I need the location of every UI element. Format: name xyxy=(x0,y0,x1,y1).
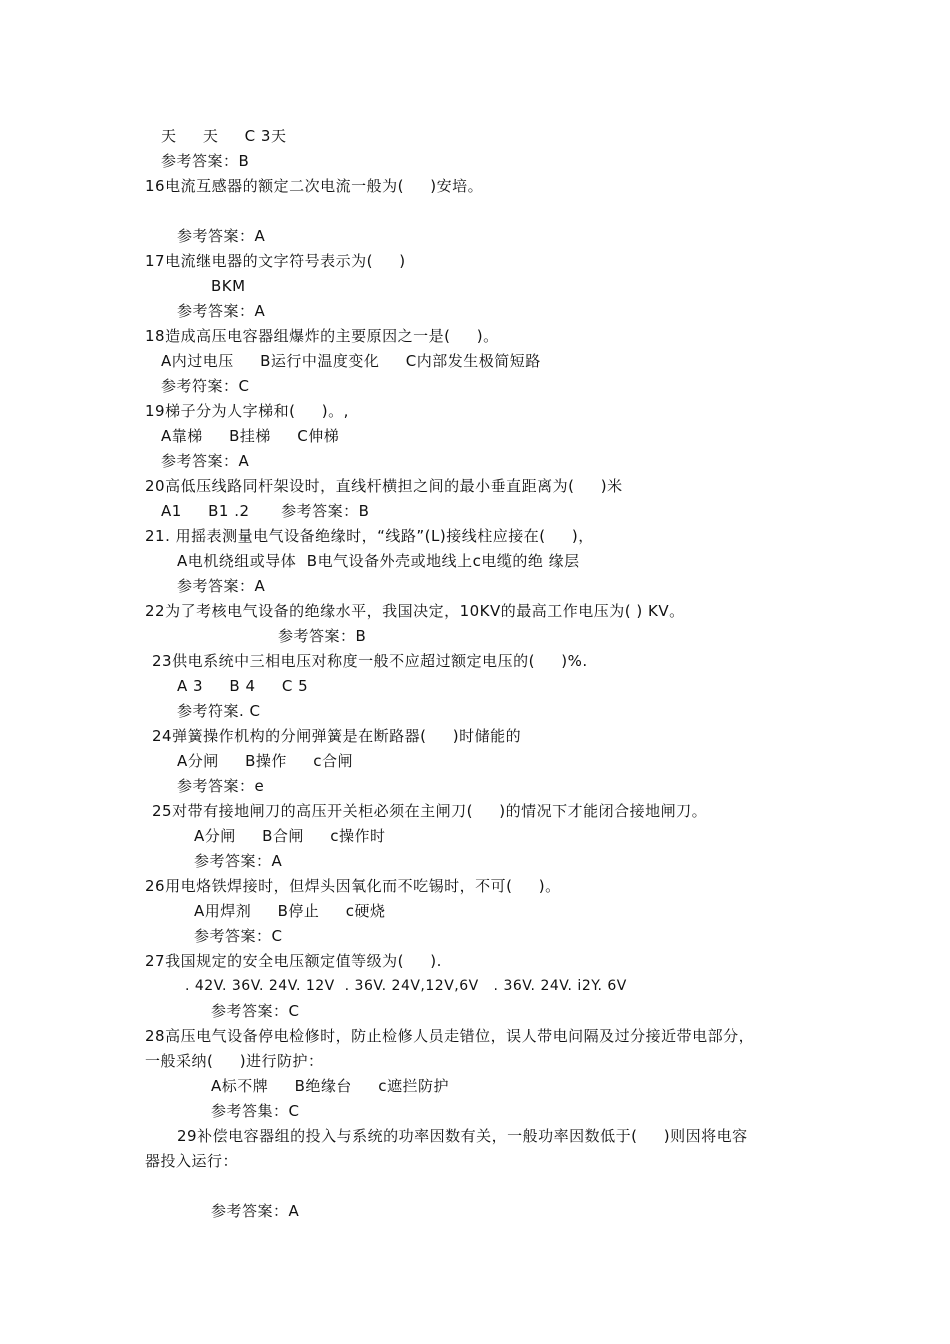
answer-19: 参考答案：A xyxy=(161,452,250,470)
options-answer-20: A1 B1 .2 参考答案：B xyxy=(161,502,370,520)
options-24: A分闸 B操作 c合闸 xyxy=(177,752,353,770)
question-20: 20高低压线路同杆架设时，直线杆横担之间的最小垂直距离为( )米 xyxy=(145,477,623,495)
options-18: A内过电压 B运行中温度变化 C内部发生极简短路 xyxy=(161,352,541,370)
question-24: 24弹簧操作机构的分闸弹簧是在断路器( )时储能的 xyxy=(152,727,522,745)
answer-28: 参考答集：C xyxy=(211,1102,300,1120)
question-29-cont: 器投入运行： xyxy=(145,1152,239,1170)
options-25: A分闸 B合闸 c操作时 xyxy=(194,827,386,845)
options-23: A 3 B 4 C 5 xyxy=(177,677,309,695)
options-21: A电机绕组或导体 B电气设备外壳或地线上c电缆的绝 缘层 xyxy=(177,552,580,570)
options-19: A靠梯 B挂梯 C伸梯 xyxy=(161,427,340,445)
answer-18: 参考符案：C xyxy=(161,377,250,395)
question-26: 26用电烙铁焊接时，但焊头因氧化而不吃锡时，不可( )。 xyxy=(145,877,561,895)
question-25: 25对带有接地闸刀的高压开关柜必须在主闸刀( )的情况下才能闭合接地闸刀。 xyxy=(152,802,708,820)
answer-15: 参考答案：B xyxy=(161,152,250,170)
answer-24: 参考答案：e xyxy=(177,777,265,795)
options-17: BKM xyxy=(211,277,246,295)
question-17: 17电流继电器的文字符号表示为( ) xyxy=(145,252,406,270)
question-16: 16电流互感器的额定二次电流一般为( )安培。 xyxy=(145,177,484,195)
options-28: A标不牌 B绝缘台 c遮拦防护 xyxy=(211,1077,449,1095)
answer-22: 参考答案：B xyxy=(278,627,367,645)
question-27: 27我国规定的安全电压额定值等级为( ). xyxy=(145,952,442,970)
answer-21: 参考答案：A xyxy=(177,577,266,595)
answer-23: 参考符案. C xyxy=(177,702,261,720)
question-19: 19梯子分为人字梯和( )。, xyxy=(145,402,349,420)
options-26: A用焊剂 B停止 c硬烧 xyxy=(194,902,386,920)
answer-27: 参考答案：C xyxy=(211,1002,300,1020)
question-22: 22为了考核电气设备的绝缘水平，我国决定，10KV的最高工作电压为( ) KV。 xyxy=(145,602,685,620)
question-28: 28高压电气设备停电检修时，防止检修人员走错位，误人带电问隔及过分接近带电部分， xyxy=(145,1027,755,1045)
question-29: 29补偿电容器组的投入与系统的功率因数有关，一般功率因数低于( )则因将电容 xyxy=(177,1127,748,1145)
line-options-15: 天 天 C 3天 xyxy=(161,127,287,145)
answer-25: 参考答案：A xyxy=(194,852,283,870)
answer-29: 参考答案：A xyxy=(211,1202,300,1220)
answer-17: 参考答案：A xyxy=(177,302,266,320)
options-27: . 42V. 36V. 24V. 12V . 36V. 24V,12V,6V . 36V. 24V. i2Y. 6V xyxy=(185,978,627,994)
question-18: 18造成高压电容器组爆炸的主要原因之一是( )。 xyxy=(145,327,499,345)
answer-16: 参考答案：A xyxy=(177,227,266,245)
answer-26: 参考答案：C xyxy=(194,927,283,945)
question-28-cont: 一般采纳( )进行防护： xyxy=(145,1052,324,1070)
question-21: 21. 用摇表测量电气设备绝缘时，“线路”(L)接线柱应接在( )， xyxy=(145,527,594,545)
question-23: 23供电系统中三相电压对称度一般不应超过额定电压的( )%. xyxy=(152,652,588,670)
